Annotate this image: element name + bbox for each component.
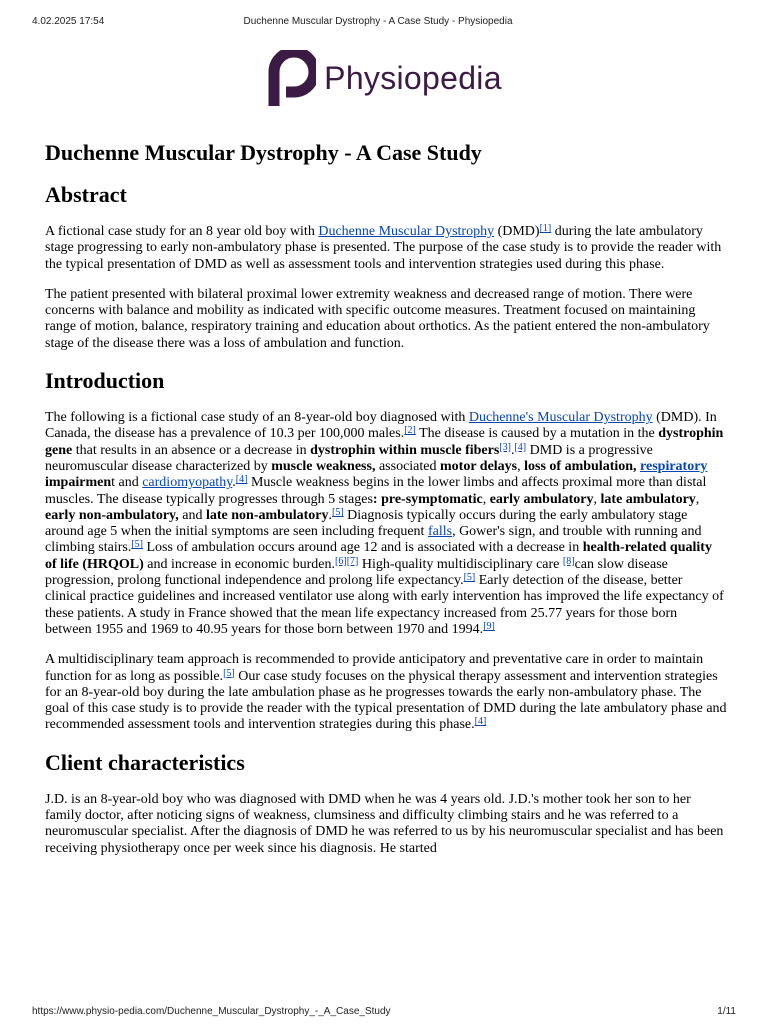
ref-link[interactable]: [2] [404, 425, 416, 437]
article-title: Duchenne Muscular Dystrophy - A Case Study [45, 140, 482, 165]
introduction-paragraph-2: A multidisciplinary team approach is recommended to provide anticipatory and preventative care in order to maintain function for as long as possible.[5] Our case study focuses on the physical therapy assessment and intervention strategies for an 8-year-old boy during the late ambulation phase as he progresses towards the early non-ambulatory phase. The goal of this case study is to provide the reader with the typical presentation of DMD during the late ambulatory phase and recommended assessment tools and intervention strategies during this phase.[4] [45, 652, 727, 733]
page-url: https://www.physio-pedia.com/Duchenne_Muscular_Dystrophy_-_A_Case_Study [32, 1006, 391, 1017]
ref-link[interactable]: [7] [346, 555, 359, 567]
ref-link[interactable]: [4] [514, 441, 527, 453]
ref-link[interactable]: [4] [474, 716, 487, 728]
ref-link[interactable]: [5] [463, 572, 476, 584]
respiratory-link[interactable]: respiratory [640, 458, 708, 474]
introduction-paragraph-1: The following is a fictional case study of an 8-year-old boy diagnosed with Duchenne's Muscular Dystrophy (DMD). In Canada, the disease has a prevalence of 10.3 per 100,000 males.[2] The disease is caused by a mutation in the dystrophin gene that results in an absence or a decrease in dystrophin within muscle fibers[3].[4] DMD is a progressive neuromuscular disease characterized by muscle weakness, associated motor delays, loss of ambulation, respiratory impairment and cardiomyopathy.[4] Muscle weakness begins in the lower limbs and affects proximal more than distal muscles. The disease typically progresses through 5 stages: pre-symptomatic, early ambulatory, late ambulatory, early non-ambulatory, and late non-ambulatory.[5] Diagnosis typically occurs during the early ambulatory stage around age 5 when the initial symptoms are seen including frequent falls, Gower's sign, and trouble with running and climbing stairs.[5] Loss of ambulation occurs around age 12 and is associated with a decrease in health-related quality of life (HRQOL) and increase in economic burden.[6][7] High-quality multidisciplinary care [8]can slow disease progression, prolong functional independence and prolong life expectancy.[5] Early detection of the disease, better clinical practice guidelines and increased ventilator use along with early intervention has improved the life expectancy of these patients. A study in France showed that the mean life expectancy increased from 25.77 years for those born between 1955 and 1969 to 40.95 years for those born between 1970 and 1994.[9] [45, 410, 724, 637]
ref-link[interactable]: [9] [483, 620, 495, 632]
abstract-paragraph-1: A fictional case study for an 8 year old boy with Duchenne Muscular Dystrophy (DMD)[1] during the late ambulatory stage progressing to early non-ambulatory phase is presented. The purpose of the case study is to provide the reader with the typical presentation of DMD as well as assessment tools and intervention strategies used during this phase. [45, 223, 722, 272]
dmd-link[interactable]: Duchenne Muscular Dystrophy [318, 224, 495, 239]
article-content [45, 132, 727, 857]
logo-wordmark: Physiopedia [324, 59, 502, 96]
physiopedia-p-logo-icon [266, 50, 316, 106]
print-date: 4.02.2025 17:54 [32, 16, 105, 27]
ref-link[interactable]: [6] [335, 555, 347, 567]
physiopedia-logo[interactable] [0, 50, 768, 106]
ref-link[interactable]: [4] [235, 474, 248, 486]
ref-link[interactable]: [1] [539, 223, 552, 234]
ref-link[interactable]: [3] [499, 441, 511, 453]
page-number: 1/11 [717, 1006, 736, 1017]
client-paragraph-1: J.D. is an 8-year-old boy who was diagnosed with DMD when he was 4 years old. J.D.'s mother took her son to her family doctor, after noticing signs of weakness, clumsiness and difficulty climbing stairs and he was referred to a neuromuscular specialist. After the diagnosis of DMD he was referred to us by his neuromuscular specialist and has been receiving physiotherapy once per week since his diagnosis. He started [45, 791, 724, 856]
ref-link[interactable]: [5] [223, 667, 235, 679]
client-characteristics-heading: Client characteristics [45, 749, 245, 775]
cardiomyopathy-link[interactable]: cardiomyopathy [142, 475, 233, 491]
falls-link[interactable]: falls [427, 524, 453, 540]
introduction-heading: Introduction [45, 368, 165, 394]
abstract-heading: Abstract [45, 182, 127, 207]
ref-link[interactable]: [5] [332, 506, 344, 518]
print-page-title: Duchenne Muscular Dystrophy - A Case Study - Physiopedia [243, 16, 513, 27]
duchennes-link[interactable]: Duchenne's Muscular Dystrophy [468, 410, 653, 426]
abstract-paragraph-2: The patient presented with bilateral proximal lower extremity weakness and decreased range of motion. There were concerns with balance and mobility as indicated with specific outcome measures. Treatment focused on maintaining range of motion, balance, respiratory training and education about orthotics. As the patient entered the non-ambulatory stage of the disease there was a loss of ambulation and function. [45, 286, 710, 351]
ref-link[interactable]: [5] [131, 539, 143, 551]
ref-link[interactable]: [8] [562, 555, 575, 567]
